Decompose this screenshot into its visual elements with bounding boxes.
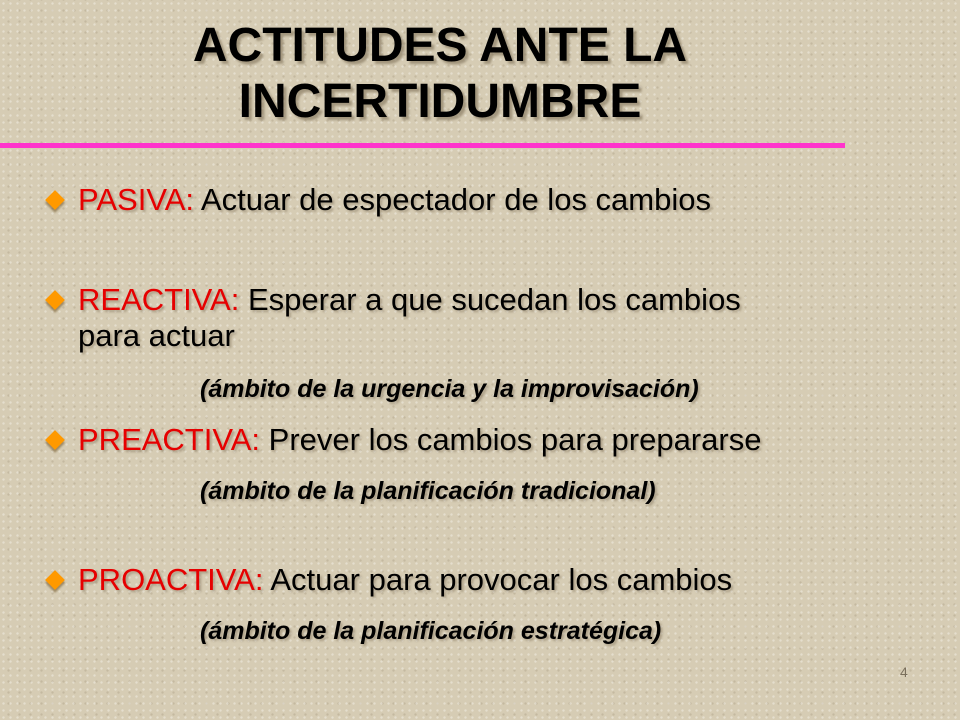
bullet-description: Esperar a que sucedan los cambios	[247, 282, 741, 317]
bullet-description: Actuar de espectador de los cambios	[200, 182, 711, 217]
title-line-2: INCERTIDUMBRE	[238, 75, 642, 128]
diamond-bullet-icon	[45, 290, 65, 310]
bullet-note-preactiva: (ámbito de la planificación tradicional)	[200, 477, 656, 505]
title-underline	[0, 143, 845, 148]
bullet-text	[78, 562, 898, 598]
bullet-text	[78, 422, 898, 458]
bullet-description: Prever los cambios para prepararse	[268, 422, 762, 457]
bullet-text	[78, 182, 898, 218]
diamond-bullet-icon	[45, 570, 65, 590]
title-line-1: ACTITUDES ANTE LA	[192, 19, 688, 72]
bullet-label: REACTIVA:	[78, 282, 240, 317]
slide-title	[60, 18, 820, 130]
bullet-note-reactiva: (ámbito de la urgencia y la improvisación)	[200, 375, 699, 403]
diamond-bullet-icon	[45, 190, 65, 210]
diamond-bullet-icon	[45, 430, 65, 450]
bullet-note-proactiva: (ámbito de la planificación estratégica)	[200, 617, 662, 645]
bullet-label: PASIVA:	[78, 182, 195, 217]
bullet-description: Actuar para provocar los cambios	[270, 562, 733, 597]
bullet-label: PREACTIVA:	[78, 422, 261, 457]
bullet-text	[78, 282, 898, 354]
bullet-label: PROACTIVA:	[78, 562, 264, 597]
page-number: 4	[900, 664, 908, 680]
bullet-description-continued: para actuar	[78, 318, 235, 353]
